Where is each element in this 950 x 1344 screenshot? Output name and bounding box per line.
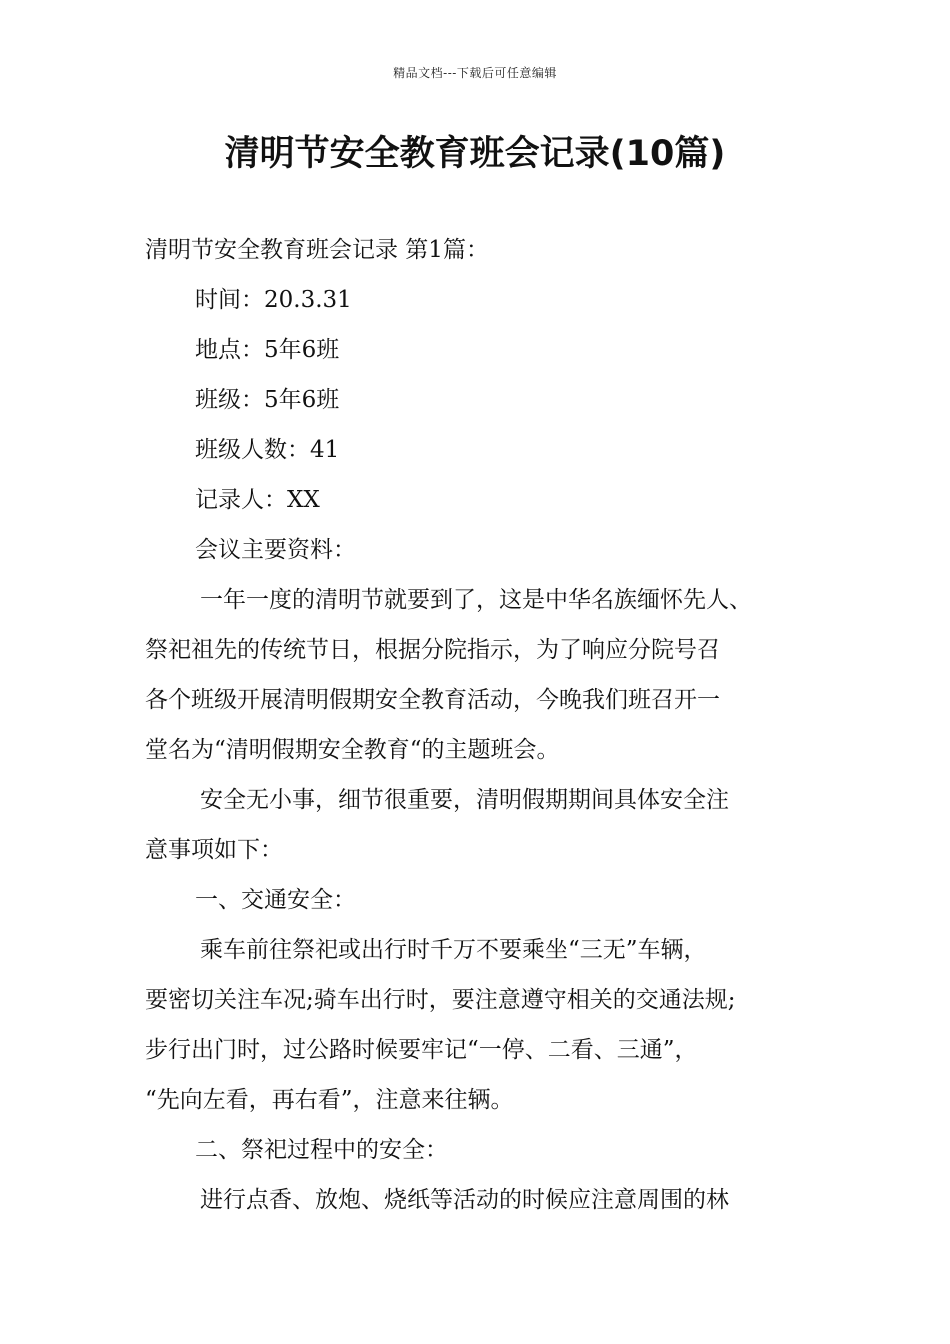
subheading-traffic-safety: 一、交通安全： [195,887,356,913]
info-meeting-material: 会议主要资料： [195,537,356,563]
info-class: 班级：5年6班 [195,387,340,413]
document-title: 清明节安全教育班会记录(10篇) [224,134,726,174]
info-class-size: 班级人数：41 [195,437,340,463]
info-time: 时间：20.3.31 [195,287,352,313]
paragraph-line: 各个班级开展清明假期安全教育活动，今晚我们班召开一 [145,687,720,713]
paragraph-line: 一年一度的清明节就要到了，这是中华名族缅怀先人、 [200,587,752,613]
info-recorder: 记录人：XX [195,487,320,513]
paragraph-line: 安全无小事，细节很重要，清明假期期间具体安全注 [200,787,729,813]
paragraph-line: 进行点香、放炮、烧纸等活动的时候应注意周围的林 [200,1187,729,1213]
paragraph-line: “先向左看，再右看”，注意来往辆。 [145,1087,514,1113]
paragraph-line: 乘车前往祭祀或出行时千万不要乘坐“三无”车辆， [200,937,707,963]
paragraph-line: 步行出门时，过公路时候要牢记“一停、二看、三通”， [145,1037,698,1063]
subheading-ritual-safety: 二、祭祀过程中的安全： [195,1137,448,1163]
document-body [145,225,813,1225]
info-location: 地点：5年6班 [195,337,340,363]
paragraph-line: 要密切关注车况;骑车出行时，要注意遵守相关的交通法规; [145,987,736,1013]
paragraph-line: 意事项如下： [145,837,283,863]
section-heading: 清明节安全教育班会记录 第1篇： [145,237,489,263]
paragraph-line: 堂名为“清明假期安全教育“的主题班会。 [145,737,560,763]
header-note: 精品文档---下载后可任意编辑 [393,66,557,80]
paragraph-line: 祭祀祖先的传统节日，根据分院指示，为了响应分院号召 [145,637,720,663]
